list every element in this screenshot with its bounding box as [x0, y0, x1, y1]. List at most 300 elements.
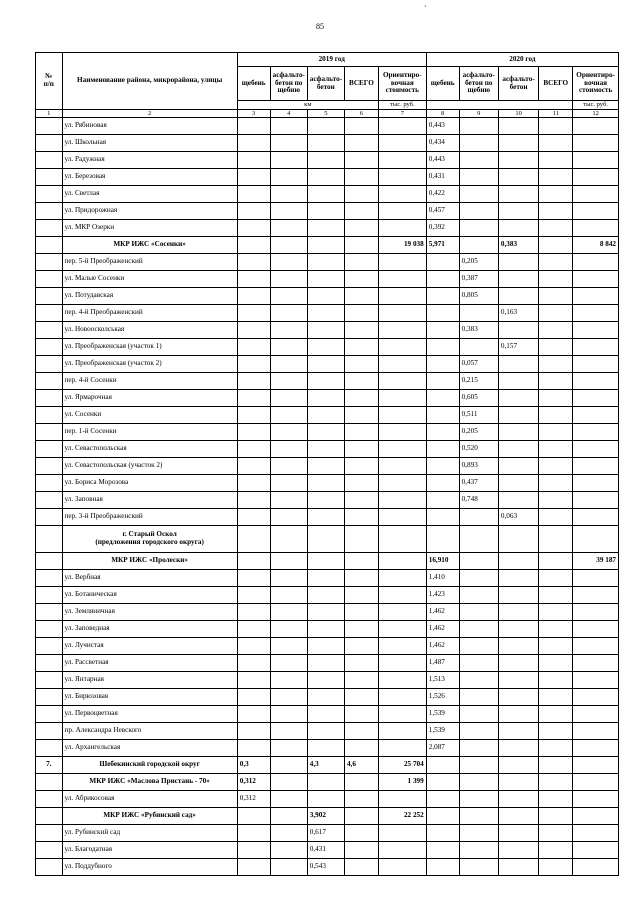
cell-col-8 [426, 254, 459, 271]
cell-col-6 [344, 186, 378, 203]
cell-col-11 [539, 169, 573, 186]
cell-col-11 [539, 492, 573, 509]
cell-col-4 [270, 203, 307, 220]
cell-col-9 [459, 220, 498, 237]
cell-col-6 [344, 526, 378, 553]
row-name: ул. Малые Сосенки [62, 271, 237, 288]
cell-col-8 [426, 774, 459, 791]
cell-col-6 [344, 373, 378, 390]
cell-col-4 [270, 339, 307, 356]
table-row [36, 774, 619, 791]
table-row [36, 740, 619, 757]
col-number: 4 [270, 110, 307, 118]
cell-col-9 [459, 842, 498, 859]
cell-col-8 [426, 825, 459, 842]
cell-col-10 [498, 475, 538, 492]
cell-col-9 [459, 757, 498, 774]
cell-col-5 [307, 407, 344, 424]
table-row [36, 672, 619, 689]
cell-col-10 [498, 689, 538, 706]
row-number [36, 424, 63, 441]
cell-col-12 [573, 424, 619, 441]
row-name: ул. Преображенская (участок 2) [62, 356, 237, 373]
cell-col-11 [539, 621, 573, 638]
row-number [36, 339, 63, 356]
cell-col-11 [539, 339, 573, 356]
row-name: ул. Сосенки [62, 407, 237, 424]
cell-col-6 [344, 774, 378, 791]
cell-col-6 [344, 791, 378, 808]
cell-col-12 [573, 655, 619, 672]
cell-col-11 [539, 587, 573, 604]
row-number [36, 825, 63, 842]
cell-col-3 [237, 441, 270, 458]
cell-col-3 [237, 169, 270, 186]
cell-col-11 [539, 441, 573, 458]
page-number: 85 [316, 22, 324, 31]
cell-col-12 [573, 135, 619, 152]
cell-col-4 [270, 825, 307, 842]
row-number [36, 509, 63, 526]
cell-col-8 [426, 373, 459, 390]
cell-col-11 [539, 237, 573, 254]
row-number [36, 526, 63, 553]
cell-col-9: 0,205 [459, 424, 498, 441]
cell-col-11 [539, 220, 573, 237]
cell-col-11 [539, 655, 573, 672]
cell-col-11 [539, 774, 573, 791]
cell-col-10 [498, 587, 538, 604]
row-name: ул. Новоосколськая [62, 322, 237, 339]
cell-col-7 [378, 553, 426, 570]
col-header: щебень [237, 67, 270, 101]
row-name: ул. МКР Озерки [62, 220, 237, 237]
col-number: 5 [307, 110, 344, 118]
col-number: 7 [378, 110, 426, 118]
cell-col-12 [573, 570, 619, 587]
table-row [36, 458, 619, 475]
cell-col-5 [307, 373, 344, 390]
cell-col-8: 1,462 [426, 621, 459, 638]
cell-col-5 [307, 339, 344, 356]
row-name: г. Старый Оскол (предложения городского округа) [62, 526, 237, 553]
col-header: асфальто-бетон по щебню [459, 67, 498, 101]
row-number [36, 152, 63, 169]
cell-col-3 [237, 740, 270, 757]
cell-col-6 [344, 553, 378, 570]
cell-col-12 [573, 689, 619, 706]
table-row [36, 390, 619, 407]
cell-col-11 [539, 842, 573, 859]
cell-col-4 [270, 186, 307, 203]
cell-col-7 [378, 356, 426, 373]
unit-rub-2020: тыс. руб. [573, 101, 619, 110]
col-header: ВСЕГО [539, 67, 573, 101]
cell-col-7 [378, 842, 426, 859]
cell-col-8 [426, 288, 459, 305]
cell-col-5 [307, 288, 344, 305]
cell-col-9: 0,057 [459, 356, 498, 373]
cell-col-11 [539, 458, 573, 475]
table-row [36, 424, 619, 441]
row-number [36, 808, 63, 825]
cell-col-3 [237, 254, 270, 271]
cell-col-12 [573, 390, 619, 407]
cell-col-4 [270, 740, 307, 757]
cell-col-5 [307, 135, 344, 152]
col-header: асфальто-бетон по щебню [270, 67, 307, 101]
cell-col-4 [270, 135, 307, 152]
cell-col-7 [378, 407, 426, 424]
cell-col-5 [307, 152, 344, 169]
row-name: МКР ИЖС «Маслова Пристань - 70» [62, 774, 237, 791]
cell-col-3 [237, 118, 270, 135]
cell-col-4 [270, 356, 307, 373]
cell-col-4 [270, 322, 307, 339]
cell-col-11 [539, 740, 573, 757]
cell-col-6 [344, 458, 378, 475]
row-number [36, 271, 63, 288]
cell-col-4 [270, 774, 307, 791]
cell-col-11 [539, 135, 573, 152]
row-number [36, 475, 63, 492]
row-number [36, 169, 63, 186]
col-num-header: № п/п [36, 53, 63, 110]
cell-col-10 [498, 740, 538, 757]
cell-col-4 [270, 655, 307, 672]
row-number [36, 689, 63, 706]
table-row [36, 808, 619, 825]
cell-col-8 [426, 339, 459, 356]
cell-col-4 [270, 458, 307, 475]
cell-col-11 [539, 808, 573, 825]
cell-col-5 [307, 118, 344, 135]
cell-col-4 [270, 638, 307, 655]
cell-col-9 [459, 135, 498, 152]
table-row [36, 706, 619, 723]
row-number [36, 322, 63, 339]
cell-col-4 [270, 475, 307, 492]
row-number [36, 621, 63, 638]
cell-col-7 [378, 604, 426, 621]
table-row [36, 441, 619, 458]
cell-col-10: 0,063 [498, 509, 538, 526]
row-number [36, 723, 63, 740]
cell-col-4 [270, 407, 307, 424]
row-number [36, 373, 63, 390]
cell-col-10 [498, 220, 538, 237]
row-number: 7. [36, 757, 63, 774]
cell-col-6 [344, 723, 378, 740]
cell-col-5: 0,543 [307, 859, 344, 876]
col-name-header: Наименование района, микрорайона, улицы [62, 53, 237, 110]
cell-col-8: 0,422 [426, 186, 459, 203]
row-number [36, 604, 63, 621]
cell-col-7 [378, 441, 426, 458]
cell-col-8: 1,539 [426, 706, 459, 723]
cell-col-12 [573, 339, 619, 356]
cell-col-12 [573, 441, 619, 458]
cell-col-3 [237, 526, 270, 553]
cell-col-3 [237, 570, 270, 587]
cell-col-5: 4,3 [307, 757, 344, 774]
cell-col-7 [378, 740, 426, 757]
cell-col-9: 0,383 [459, 322, 498, 339]
cell-col-10 [498, 288, 538, 305]
cell-col-7 [378, 135, 426, 152]
cell-col-9 [459, 604, 498, 621]
col-number: 10 [498, 110, 538, 118]
cell-col-4 [270, 509, 307, 526]
cell-col-8 [426, 757, 459, 774]
row-name: МКР ИЖС «Пролески» [62, 553, 237, 570]
cell-col-5 [307, 638, 344, 655]
row-name: пр. Александра Невского [62, 723, 237, 740]
cell-col-9 [459, 570, 498, 587]
table-row [36, 135, 619, 152]
cell-col-12 [573, 509, 619, 526]
cell-col-6 [344, 587, 378, 604]
cell-col-10 [498, 655, 538, 672]
row-name: ул. Абрикосовая [62, 791, 237, 808]
cell-col-11 [539, 723, 573, 740]
cell-col-12 [573, 271, 619, 288]
cell-col-10 [498, 135, 538, 152]
table-row [36, 492, 619, 509]
cell-col-4 [270, 570, 307, 587]
cell-col-5 [307, 672, 344, 689]
cell-col-7 [378, 220, 426, 237]
cell-col-7: 25 704 [378, 757, 426, 774]
cell-col-3 [237, 135, 270, 152]
cell-col-11 [539, 424, 573, 441]
row-name: ул. Севастопольская [62, 441, 237, 458]
cell-col-10 [498, 570, 538, 587]
cell-col-8 [426, 859, 459, 876]
cell-col-4 [270, 152, 307, 169]
table-row [36, 587, 619, 604]
cell-col-11 [539, 186, 573, 203]
row-name: ул. Бориса Морозова [62, 475, 237, 492]
cell-col-8: 1,487 [426, 655, 459, 672]
cell-col-9 [459, 203, 498, 220]
cell-col-10 [498, 356, 538, 373]
cell-col-3 [237, 288, 270, 305]
cell-col-6 [344, 509, 378, 526]
cell-col-5: 0,617 [307, 825, 344, 842]
row-name: ул. Лучистая [62, 638, 237, 655]
cell-col-8 [426, 407, 459, 424]
cell-col-3 [237, 186, 270, 203]
table-row [36, 723, 619, 740]
cell-col-7 [378, 672, 426, 689]
cell-col-8 [426, 390, 459, 407]
cell-col-7 [378, 638, 426, 655]
table-row [36, 203, 619, 220]
cell-col-8 [426, 526, 459, 553]
table-row [36, 842, 619, 859]
cell-col-6 [344, 570, 378, 587]
cell-col-3 [237, 604, 270, 621]
cell-col-9 [459, 526, 498, 553]
cell-col-10 [498, 638, 538, 655]
cell-col-11 [539, 706, 573, 723]
cell-col-9: 0,387 [459, 271, 498, 288]
row-name: ул. Светлая [62, 186, 237, 203]
cell-col-10 [498, 118, 538, 135]
cell-col-6 [344, 135, 378, 152]
cell-col-3 [237, 859, 270, 876]
cell-col-5 [307, 655, 344, 672]
cell-col-7 [378, 621, 426, 638]
cell-col-9 [459, 808, 498, 825]
row-number [36, 672, 63, 689]
year-2019-header: 2019 год [237, 53, 426, 67]
cell-col-7 [378, 492, 426, 509]
cell-col-6 [344, 254, 378, 271]
cell-col-3 [237, 509, 270, 526]
row-number [36, 774, 63, 791]
cell-col-12 [573, 621, 619, 638]
cell-col-12 [573, 254, 619, 271]
cell-col-6 [344, 322, 378, 339]
cell-col-4 [270, 424, 307, 441]
cell-col-5 [307, 553, 344, 570]
cell-col-5 [307, 774, 344, 791]
cell-col-6 [344, 356, 378, 373]
cell-col-10 [498, 526, 538, 553]
cell-col-9 [459, 339, 498, 356]
cell-col-10 [498, 808, 538, 825]
cell-col-12 [573, 322, 619, 339]
cell-col-7 [378, 169, 426, 186]
cell-col-8: 2,087 [426, 740, 459, 757]
cell-col-9 [459, 237, 498, 254]
cell-col-4 [270, 237, 307, 254]
cell-col-4 [270, 492, 307, 509]
table-row [36, 373, 619, 390]
cell-col-3 [237, 492, 270, 509]
scan-mark: · [424, 2, 427, 11]
row-name: ул. Архангельская [62, 740, 237, 757]
cell-col-10 [498, 859, 538, 876]
cell-col-3 [237, 407, 270, 424]
table-row [36, 118, 619, 135]
cell-col-5 [307, 441, 344, 458]
col-header: щебень [426, 67, 459, 101]
cell-col-8 [426, 492, 459, 509]
cell-col-8: 1,423 [426, 587, 459, 604]
cell-col-3 [237, 152, 270, 169]
cell-col-5 [307, 305, 344, 322]
cell-col-7 [378, 186, 426, 203]
cell-col-10 [498, 825, 538, 842]
cell-col-3 [237, 638, 270, 655]
cell-col-7 [378, 254, 426, 271]
cell-col-9 [459, 774, 498, 791]
table-row [36, 859, 619, 876]
cell-col-3 [237, 706, 270, 723]
cell-col-10 [498, 203, 538, 220]
row-name: ул. Школьная [62, 135, 237, 152]
cell-col-3 [237, 475, 270, 492]
cell-col-12 [573, 859, 619, 876]
cell-col-10 [498, 186, 538, 203]
cell-col-11 [539, 859, 573, 876]
cell-col-6 [344, 441, 378, 458]
cell-col-4 [270, 757, 307, 774]
table-row [36, 288, 619, 305]
cell-col-4 [270, 169, 307, 186]
cell-col-4 [270, 791, 307, 808]
col-header: Ориентиро-вочная стоимость [573, 67, 619, 101]
cell-col-3 [237, 373, 270, 390]
cell-col-12 [573, 458, 619, 475]
row-name: ул. Заповедная [62, 621, 237, 638]
cell-col-12 [573, 492, 619, 509]
cell-col-7 [378, 390, 426, 407]
row-number [36, 655, 63, 672]
year-2020-header: 2020 год [426, 53, 618, 67]
cell-col-7 [378, 723, 426, 740]
cell-col-9 [459, 169, 498, 186]
cell-col-3 [237, 458, 270, 475]
table-row [36, 757, 619, 774]
cell-col-10 [498, 407, 538, 424]
cell-col-11 [539, 526, 573, 553]
cell-col-6 [344, 621, 378, 638]
cell-col-11 [539, 118, 573, 135]
cell-col-12 [573, 203, 619, 220]
cell-col-7 [378, 689, 426, 706]
cell-col-8: 0,443 [426, 152, 459, 169]
cell-col-9: 0,520 [459, 441, 498, 458]
cell-col-5 [307, 458, 344, 475]
cell-col-5 [307, 475, 344, 492]
cell-col-9: 0,437 [459, 475, 498, 492]
cell-col-5 [307, 570, 344, 587]
cell-col-12 [573, 774, 619, 791]
row-name: МКР ИЖС «Сосенки» [62, 237, 237, 254]
cell-col-5 [307, 356, 344, 373]
cell-col-7 [378, 152, 426, 169]
cell-col-12 [573, 587, 619, 604]
cell-col-6 [344, 842, 378, 859]
cell-col-10 [498, 672, 538, 689]
cell-col-6 [344, 305, 378, 322]
cell-col-9 [459, 825, 498, 842]
col-number: 2 [62, 110, 237, 118]
cell-col-8 [426, 322, 459, 339]
cell-col-7 [378, 570, 426, 587]
cell-col-10 [498, 424, 538, 441]
row-number [36, 791, 63, 808]
cell-col-3: 0,312 [237, 774, 270, 791]
cell-col-3 [237, 723, 270, 740]
cell-col-6 [344, 672, 378, 689]
unit-km: км [237, 101, 378, 110]
table-row [36, 407, 619, 424]
cell-col-11 [539, 152, 573, 169]
row-name: пер. 5-й Преображенский [62, 254, 237, 271]
cell-col-8: 5,971 [426, 237, 459, 254]
cell-col-12 [573, 808, 619, 825]
cell-col-9: 0,205 [459, 254, 498, 271]
cell-col-6 [344, 407, 378, 424]
cell-col-7: 19 038 [378, 237, 426, 254]
cell-col-9 [459, 723, 498, 740]
cell-col-10: 0,383 [498, 237, 538, 254]
